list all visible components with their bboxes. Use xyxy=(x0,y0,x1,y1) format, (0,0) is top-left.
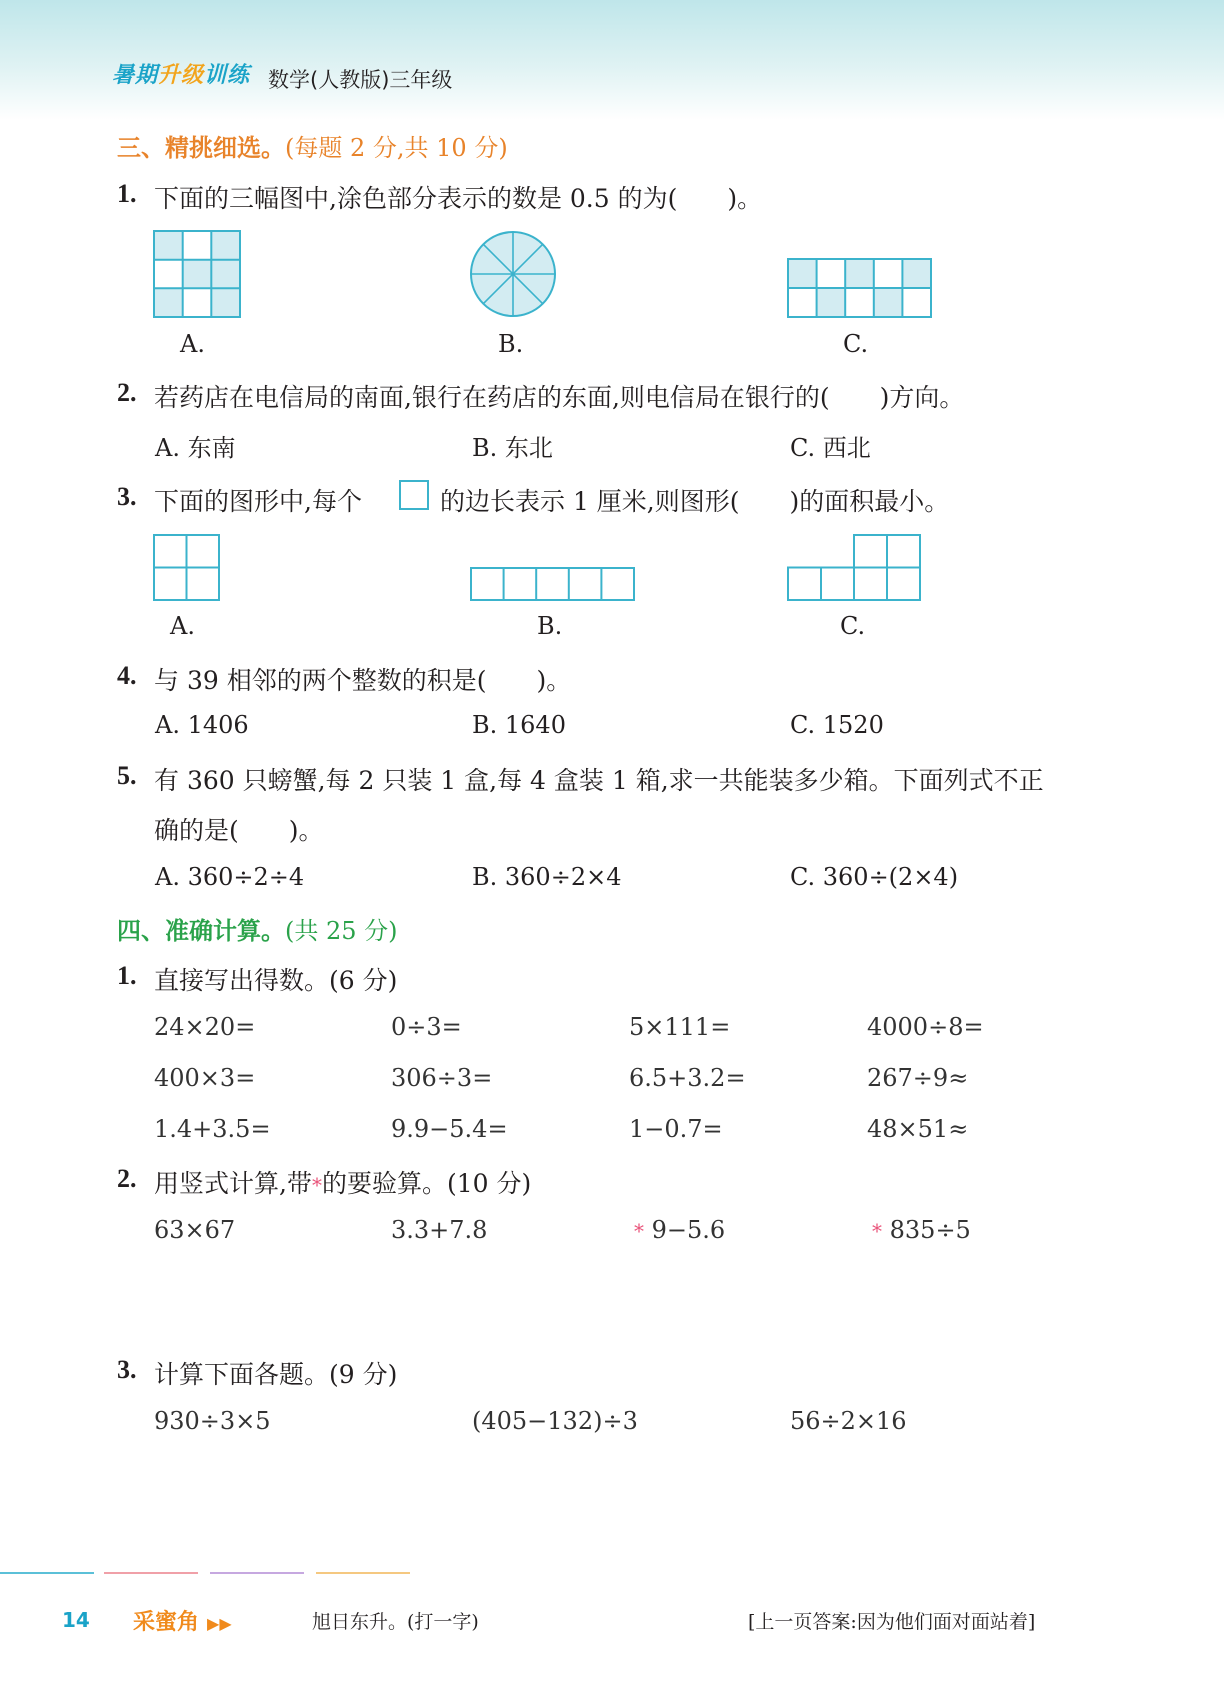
play-arrow-icon: ▶▶ xyxy=(207,1614,232,1633)
oral-calc-item: 0÷3= xyxy=(391,1013,462,1041)
q5-number: 5. xyxy=(117,761,137,790)
q1-figure-b xyxy=(470,231,556,317)
calc3-text: 计算下面各题。(9 分) xyxy=(154,1360,398,1389)
q3-option-c: C. xyxy=(840,612,866,640)
footer-rule-yellow xyxy=(316,1572,410,1574)
mixed-calc-item: 930÷3×5 xyxy=(154,1407,271,1435)
riddle-text: 旭日东升。(打一字) xyxy=(312,1611,479,1633)
q5-option-c: C. 360÷(2×4) xyxy=(790,863,959,891)
oral-calc-item: 1−0.7= xyxy=(629,1115,723,1143)
q5-option-a: A. 360÷2÷4 xyxy=(155,863,305,891)
brand-logo: 暑期升级训练 xyxy=(112,63,251,88)
footer-rule-pink xyxy=(104,1572,198,1574)
q1-text: 下面的三幅图中,涂色部分表示的数是 0.5 的为( )。 xyxy=(154,184,763,213)
q3-text-start: 下面的图形中,每个 xyxy=(154,487,362,516)
oral-calc-item: 1.4+3.5= xyxy=(154,1115,271,1143)
oral-calc-item: 24×20= xyxy=(154,1013,256,1041)
vertical-calc-item: 63×67 xyxy=(154,1216,236,1244)
q4-number: 4. xyxy=(117,661,137,690)
q3-text-end: 的边长表示 1 厘米,则图形( )的面积最小。 xyxy=(440,487,950,516)
q1-figure-c xyxy=(788,259,931,317)
q3-option-a: A. xyxy=(170,612,195,640)
vertical-calc-item: 3.3+7.8 xyxy=(391,1216,488,1244)
star-icon: * xyxy=(634,1219,644,1243)
section4-heading: 四、准确计算。(共 25 分) xyxy=(117,917,398,945)
oral-calc-item: 400×3= xyxy=(154,1064,256,1092)
oral-calc-item: 306÷3= xyxy=(391,1064,493,1092)
oral-calc-item: 6.5+3.2= xyxy=(629,1064,746,1092)
page-number: 14 xyxy=(62,1608,90,1632)
q3-number: 3. xyxy=(117,482,137,511)
q5-text-line1: 有 360 只螃蟹,每 2 只装 1 盒,每 4 盒装 1 箱,求一共能装多少箱。下面列式不正 xyxy=(154,766,1044,795)
star-icon: * xyxy=(872,1219,882,1243)
vertical-calc-item: * 835÷5 xyxy=(872,1216,971,1244)
calc2-number: 2. xyxy=(117,1164,137,1193)
q2-number: 2. xyxy=(117,378,137,407)
oral-calc-item: 48×51≈ xyxy=(867,1115,969,1143)
calc2-text: 用竖式计算,带*的要验算。(10 分) xyxy=(154,1169,532,1198)
unit-square-icon xyxy=(399,480,429,510)
calc1-number: 1. xyxy=(117,961,137,990)
q3-option-b: B. xyxy=(537,612,563,640)
footer-rule-blue xyxy=(0,1572,94,1574)
q1-option-c: C. xyxy=(843,330,869,358)
q2-option-c: C. 西北 xyxy=(790,434,871,462)
oral-calc-item: 9.9−5.4= xyxy=(391,1115,508,1143)
footer-rule-purple xyxy=(210,1572,304,1574)
oral-calc-item: 5×111= xyxy=(629,1013,731,1041)
previous-answer: [上一页答案:因为他们面对面站着] xyxy=(748,1611,1036,1633)
q1-option-b: B. xyxy=(498,330,524,358)
oral-calc-item: 4000÷8= xyxy=(867,1013,984,1041)
calc1-text: 直接写出得数。(6 分) xyxy=(154,966,398,995)
q5-text-line2: 确的是( )。 xyxy=(154,816,324,845)
oral-calc-item: 267÷9≈ xyxy=(867,1064,969,1092)
mixed-calc-item: (405−132)÷3 xyxy=(472,1407,638,1435)
q2-option-b: B. 东北 xyxy=(472,434,553,462)
vertical-calc-item: * 9−5.6 xyxy=(634,1216,726,1244)
q4-option-a: A. 1406 xyxy=(155,711,249,739)
q3-figure-c xyxy=(788,535,920,600)
subject-title: 数学(人教版)三年级 xyxy=(268,68,453,92)
q4-text: 与 39 相邻的两个整数的积是( )。 xyxy=(154,666,572,695)
q5-option-b: B. 360÷2×4 xyxy=(472,863,622,891)
q2-text: 若药店在电信局的南面,银行在药店的东面,则电信局在银行的( )方向。 xyxy=(154,383,965,412)
q4-option-b: B. 1640 xyxy=(472,711,566,739)
calc3-number: 3. xyxy=(117,1355,137,1384)
star-icon: * xyxy=(311,1173,322,1197)
corner-label: 采蜜角 ▶▶ xyxy=(133,1610,232,1635)
q1-figure-a xyxy=(154,231,240,317)
q4-option-c: C. 1520 xyxy=(790,711,884,739)
mixed-calc-item: 56÷2×16 xyxy=(790,1407,907,1435)
q2-option-a: A. 东南 xyxy=(155,434,236,462)
q3-figure-b xyxy=(471,568,634,600)
q3-figure-a xyxy=(154,535,219,600)
q1-number: 1. xyxy=(117,179,137,208)
section3-heading: 三、精挑细选。(每题 2 分,共 10 分) xyxy=(117,134,508,162)
q1-option-a: A. xyxy=(180,330,205,358)
